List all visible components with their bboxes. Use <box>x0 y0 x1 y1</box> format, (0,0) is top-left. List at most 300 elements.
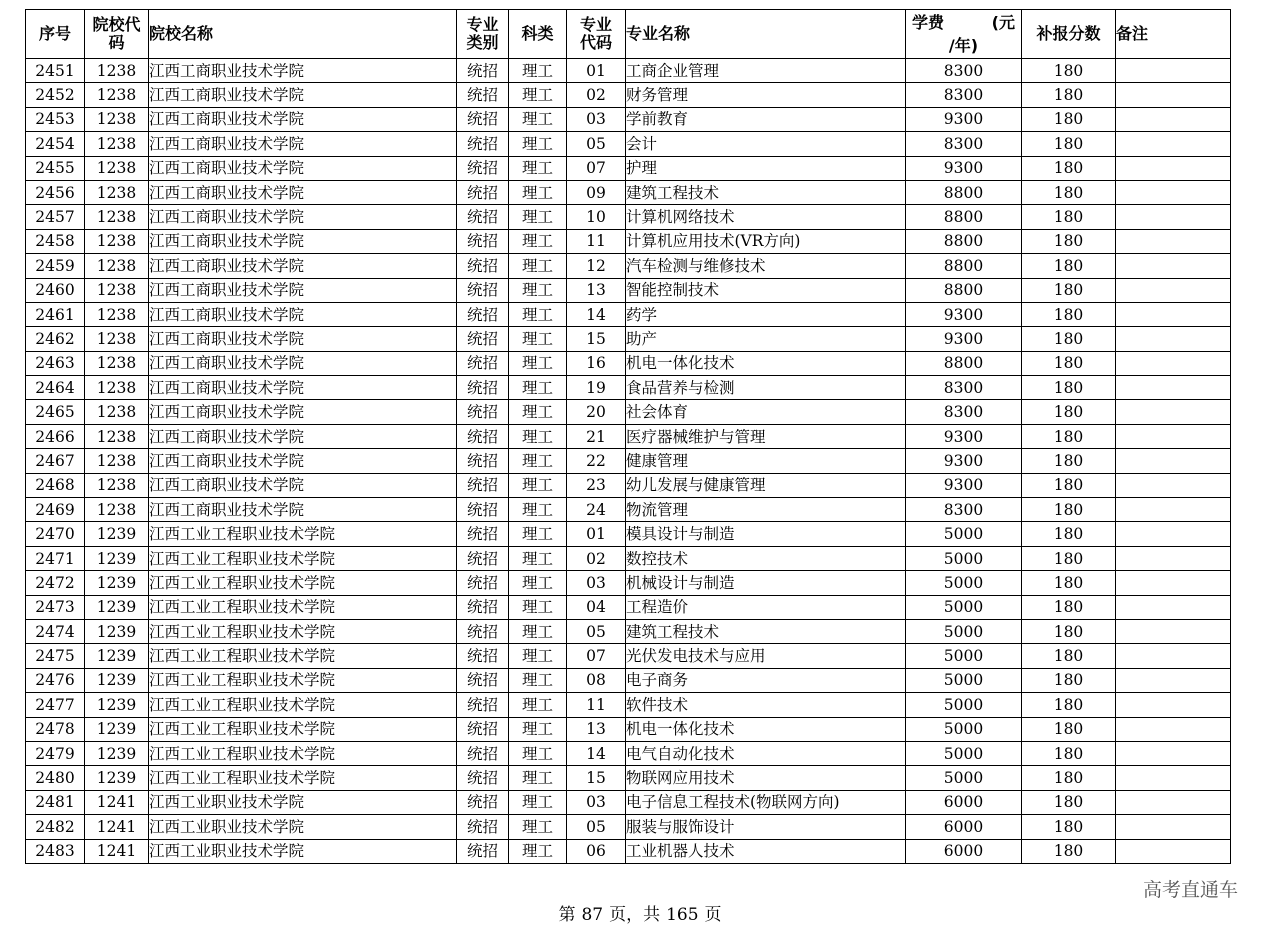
cell-major-code: 16 <box>567 351 626 375</box>
cell-seq: 2474 <box>26 619 85 643</box>
cell-subject: 理工 <box>509 400 567 424</box>
cell-school-name: 江西工商职业技术学院 <box>149 180 457 204</box>
cell-subject: 理工 <box>509 595 567 619</box>
cell-major-code: 05 <box>567 619 626 643</box>
cell-fee: 8300 <box>906 83 1022 107</box>
cell-school-name: 江西工业工程职业技术学院 <box>149 766 457 790</box>
cell-category: 统招 <box>457 229 509 253</box>
cell-major-name: 物流管理 <box>626 498 906 522</box>
cell-category: 统招 <box>457 815 509 839</box>
cell-seq: 2475 <box>26 644 85 668</box>
cell-school-name: 江西工业工程职业技术学院 <box>149 619 457 643</box>
cell-school-code: 1238 <box>85 424 149 448</box>
cell-major-code: 03 <box>567 790 626 814</box>
table-row <box>26 815 1231 839</box>
cell-remark <box>1116 83 1231 107</box>
cell-major-name: 机械设计与制造 <box>626 571 906 595</box>
cell-school-name: 江西工业工程职业技术学院 <box>149 693 457 717</box>
cell-category: 统招 <box>457 400 509 424</box>
table-row <box>26 668 1231 692</box>
cell-category: 统招 <box>457 766 509 790</box>
cell-major-code: 11 <box>567 693 626 717</box>
cell-seq: 2477 <box>26 693 85 717</box>
cell-school-code: 1239 <box>85 546 149 570</box>
cell-major-name: 智能控制技术 <box>626 278 906 302</box>
cell-school-code: 1238 <box>85 180 149 204</box>
header-fee-unit-open: (元 <box>991 13 1015 32</box>
cell-subject: 理工 <box>509 717 567 741</box>
cell-school-code: 1238 <box>85 132 149 156</box>
cell-score: 180 <box>1022 790 1116 814</box>
cell-remark <box>1116 473 1231 497</box>
cell-school-name: 江西工商职业技术学院 <box>149 254 457 278</box>
table-row <box>26 498 1231 522</box>
cell-major-code: 01 <box>567 59 626 83</box>
cell-school-name: 江西工商职业技术学院 <box>149 229 457 253</box>
cell-fee: 5000 <box>906 741 1022 765</box>
cell-major-name: 物联网应用技术 <box>626 766 906 790</box>
cell-school-code: 1238 <box>85 327 149 351</box>
cell-major-name: 建筑工程技术 <box>626 619 906 643</box>
table-row <box>26 132 1231 156</box>
cell-major-code: 22 <box>567 449 626 473</box>
cell-seq: 2464 <box>26 376 85 400</box>
cell-subject: 理工 <box>509 424 567 448</box>
cell-score: 180 <box>1022 107 1116 131</box>
header-school-code-line2: 码 <box>108 33 125 52</box>
cell-seq: 2476 <box>26 668 85 692</box>
cell-seq: 2478 <box>26 717 85 741</box>
cell-seq: 2470 <box>26 522 85 546</box>
cell-subject: 理工 <box>509 839 567 863</box>
cell-score: 180 <box>1022 839 1116 863</box>
cell-score: 180 <box>1022 424 1116 448</box>
cell-category: 统招 <box>457 107 509 131</box>
cell-major-code: 07 <box>567 644 626 668</box>
cell-fee: 8800 <box>906 254 1022 278</box>
cell-school-code: 1238 <box>85 254 149 278</box>
cell-school-code: 1239 <box>85 571 149 595</box>
cell-major-name: 电子信息工程技术(物联网方向) <box>626 790 906 814</box>
cell-fee: 9300 <box>906 327 1022 351</box>
cell-score: 180 <box>1022 400 1116 424</box>
cell-subject: 理工 <box>509 741 567 765</box>
cell-subject: 理工 <box>509 449 567 473</box>
table-row <box>26 327 1231 351</box>
cell-score: 180 <box>1022 619 1116 643</box>
cell-seq: 2455 <box>26 156 85 180</box>
cell-score: 180 <box>1022 473 1116 497</box>
table-row <box>26 546 1231 570</box>
table-row <box>26 278 1231 302</box>
table-row <box>26 254 1231 278</box>
cell-seq: 2472 <box>26 571 85 595</box>
cell-school-name: 江西工商职业技术学院 <box>149 351 457 375</box>
cell-score: 180 <box>1022 59 1116 83</box>
cell-subject: 理工 <box>509 83 567 107</box>
cell-major-code: 09 <box>567 180 626 204</box>
cell-remark <box>1116 302 1231 326</box>
cell-category: 统招 <box>457 351 509 375</box>
table-row <box>26 376 1231 400</box>
cell-school-code: 1238 <box>85 156 149 180</box>
cell-school-name: 江西工业工程职业技术学院 <box>149 717 457 741</box>
cell-fee: 9300 <box>906 302 1022 326</box>
cell-subject: 理工 <box>509 693 567 717</box>
cell-school-code: 1238 <box>85 473 149 497</box>
cell-school-name: 江西工业工程职业技术学院 <box>149 546 457 570</box>
cell-category: 统招 <box>457 741 509 765</box>
watermark: 高考直通车 <box>1143 879 1239 901</box>
cell-score: 180 <box>1022 180 1116 204</box>
cell-remark <box>1116 424 1231 448</box>
cell-seq: 2469 <box>26 498 85 522</box>
cell-major-code: 24 <box>567 498 626 522</box>
cell-category: 统招 <box>457 693 509 717</box>
cell-school-code: 1238 <box>85 229 149 253</box>
header-major-code-line2: 代码 <box>579 33 612 52</box>
cell-subject: 理工 <box>509 351 567 375</box>
header-fee-unit-close: /年) <box>948 36 979 55</box>
cell-fee: 6000 <box>906 790 1022 814</box>
cell-major-code: 23 <box>567 473 626 497</box>
cell-category: 统招 <box>457 132 509 156</box>
cell-subject: 理工 <box>509 107 567 131</box>
cell-subject: 理工 <box>509 766 567 790</box>
cell-remark <box>1116 595 1231 619</box>
header-remark: 备注 <box>1116 10 1231 59</box>
cell-major-name: 数控技术 <box>626 546 906 570</box>
cell-remark <box>1116 522 1231 546</box>
cell-school-name: 江西工商职业技术学院 <box>149 473 457 497</box>
cell-major-code: 14 <box>567 302 626 326</box>
cell-fee: 5000 <box>906 717 1022 741</box>
cell-school-name: 江西工业工程职业技术学院 <box>149 668 457 692</box>
table-row <box>26 595 1231 619</box>
cell-category: 统招 <box>457 717 509 741</box>
cell-school-code: 1239 <box>85 668 149 692</box>
cell-major-code: 06 <box>567 839 626 863</box>
cell-school-code: 1239 <box>85 741 149 765</box>
header-fee-label: 学费 <box>912 13 945 32</box>
cell-major-code: 04 <box>567 595 626 619</box>
cell-fee: 6000 <box>906 839 1022 863</box>
cell-category: 统招 <box>457 522 509 546</box>
cell-subject: 理工 <box>509 815 567 839</box>
cell-fee: 8800 <box>906 205 1022 229</box>
cell-score: 180 <box>1022 302 1116 326</box>
cell-major-name: 工程造价 <box>626 595 906 619</box>
cell-subject: 理工 <box>509 205 567 229</box>
cell-school-code: 1238 <box>85 376 149 400</box>
cell-subject: 理工 <box>509 668 567 692</box>
cell-score: 180 <box>1022 693 1116 717</box>
cell-subject: 理工 <box>509 229 567 253</box>
cell-category: 统招 <box>457 254 509 278</box>
cell-remark <box>1116 59 1231 83</box>
cell-category: 统招 <box>457 473 509 497</box>
cell-school-name: 江西工商职业技术学院 <box>149 400 457 424</box>
cell-major-code: 03 <box>567 571 626 595</box>
cell-score: 180 <box>1022 449 1116 473</box>
cell-fee: 5000 <box>906 522 1022 546</box>
cell-major-name: 医疗器械维护与管理 <box>626 424 906 448</box>
cell-seq: 2483 <box>26 839 85 863</box>
cell-remark <box>1116 156 1231 180</box>
cell-school-code: 1238 <box>85 205 149 229</box>
cell-score: 180 <box>1022 741 1116 765</box>
cell-school-code: 1239 <box>85 693 149 717</box>
cell-major-name: 工业机器人技术 <box>626 839 906 863</box>
cell-remark <box>1116 741 1231 765</box>
cell-remark <box>1116 351 1231 375</box>
cell-school-code: 1238 <box>85 351 149 375</box>
cell-fee: 5000 <box>906 571 1022 595</box>
footer-suffix: 页 <box>704 905 722 925</box>
cell-school-name: 江西工业工程职业技术学院 <box>149 522 457 546</box>
cell-fee: 9300 <box>906 107 1022 131</box>
table-row <box>26 400 1231 424</box>
cell-remark <box>1116 498 1231 522</box>
cell-seq: 2468 <box>26 473 85 497</box>
cell-remark <box>1116 254 1231 278</box>
cell-school-name: 江西工商职业技术学院 <box>149 59 457 83</box>
cell-category: 统招 <box>457 498 509 522</box>
cell-school-code: 1238 <box>85 302 149 326</box>
cell-fee: 5000 <box>906 693 1022 717</box>
cell-fee: 9300 <box>906 473 1022 497</box>
cell-school-code: 1239 <box>85 766 149 790</box>
cell-school-name: 江西工商职业技术学院 <box>149 302 457 326</box>
cell-school-name: 江西工商职业技术学院 <box>149 278 457 302</box>
cell-score: 180 <box>1022 351 1116 375</box>
cell-category: 统招 <box>457 180 509 204</box>
cell-seq: 2456 <box>26 180 85 204</box>
cell-seq: 2463 <box>26 351 85 375</box>
cell-school-code: 1239 <box>85 595 149 619</box>
cell-major-name: 工商企业管理 <box>626 59 906 83</box>
cell-school-code: 1241 <box>85 815 149 839</box>
table-row <box>26 741 1231 765</box>
cell-score: 180 <box>1022 278 1116 302</box>
cell-remark <box>1116 717 1231 741</box>
cell-school-name: 江西工商职业技术学院 <box>149 132 457 156</box>
cell-remark <box>1116 132 1231 156</box>
cell-subject: 理工 <box>509 59 567 83</box>
cell-score: 180 <box>1022 522 1116 546</box>
cell-major-code: 21 <box>567 424 626 448</box>
cell-category: 统招 <box>457 327 509 351</box>
table-row <box>26 302 1231 326</box>
table-row <box>26 156 1231 180</box>
cell-major-name: 财务管理 <box>626 83 906 107</box>
cell-score: 180 <box>1022 205 1116 229</box>
cell-category: 统招 <box>457 59 509 83</box>
cell-category: 统招 <box>457 449 509 473</box>
footer-page-number: 87 <box>581 905 604 925</box>
cell-fee: 9300 <box>906 424 1022 448</box>
cell-major-name: 服装与服饰设计 <box>626 815 906 839</box>
cell-subject: 理工 <box>509 254 567 278</box>
cell-category: 统招 <box>457 278 509 302</box>
cell-fee: 8800 <box>906 278 1022 302</box>
cell-seq: 2461 <box>26 302 85 326</box>
cell-category: 统招 <box>457 205 509 229</box>
cell-major-name: 学前教育 <box>626 107 906 131</box>
cell-remark <box>1116 693 1231 717</box>
cell-remark <box>1116 644 1231 668</box>
cell-subject: 理工 <box>509 619 567 643</box>
cell-remark <box>1116 571 1231 595</box>
table-row <box>26 766 1231 790</box>
header-major-code-line1: 专业 <box>579 15 612 34</box>
cell-major-code: 13 <box>567 278 626 302</box>
cell-school-name: 江西工业工程职业技术学院 <box>149 595 457 619</box>
cell-school-name: 江西工商职业技术学院 <box>149 424 457 448</box>
cell-seq: 2460 <box>26 278 85 302</box>
cell-major-code: 15 <box>567 327 626 351</box>
cell-major-code: 13 <box>567 717 626 741</box>
cell-major-name: 光伏发电技术与应用 <box>626 644 906 668</box>
cell-major-name: 电子商务 <box>626 668 906 692</box>
cell-fee: 5000 <box>906 668 1022 692</box>
cell-remark <box>1116 619 1231 643</box>
cell-seq: 2473 <box>26 595 85 619</box>
cell-seq: 2471 <box>26 546 85 570</box>
table-row <box>26 59 1231 83</box>
table-row <box>26 229 1231 253</box>
cell-school-name: 江西工商职业技术学院 <box>149 83 457 107</box>
cell-major-code: 02 <box>567 83 626 107</box>
cell-fee: 8800 <box>906 229 1022 253</box>
cell-major-name: 社会体育 <box>626 400 906 424</box>
cell-major-name: 电气自动化技术 <box>626 741 906 765</box>
cell-remark <box>1116 815 1231 839</box>
cell-score: 180 <box>1022 254 1116 278</box>
cell-subject: 理工 <box>509 376 567 400</box>
cell-remark <box>1116 668 1231 692</box>
table-body <box>26 59 1231 864</box>
cell-score: 180 <box>1022 571 1116 595</box>
cell-category: 统招 <box>457 839 509 863</box>
cell-score: 180 <box>1022 83 1116 107</box>
cell-major-name: 助产 <box>626 327 906 351</box>
cell-major-code: 12 <box>567 254 626 278</box>
header-major-code <box>567 10 626 59</box>
cell-seq: 2462 <box>26 327 85 351</box>
cell-score: 180 <box>1022 668 1116 692</box>
cell-school-code: 1241 <box>85 839 149 863</box>
cell-fee: 5000 <box>906 644 1022 668</box>
cell-category: 统招 <box>457 571 509 595</box>
header-category-line2: 类别 <box>466 33 499 52</box>
header-major-name: 专业名称 <box>626 10 906 59</box>
cell-school-name: 江西工业工程职业技术学院 <box>149 571 457 595</box>
cell-seq: 2454 <box>26 132 85 156</box>
cell-remark <box>1116 205 1231 229</box>
cell-subject: 理工 <box>509 522 567 546</box>
cell-school-code: 1238 <box>85 59 149 83</box>
cell-major-code: 07 <box>567 156 626 180</box>
cell-major-name: 汽车检测与维修技术 <box>626 254 906 278</box>
cell-category: 统招 <box>457 156 509 180</box>
cell-score: 180 <box>1022 498 1116 522</box>
cell-seq: 2459 <box>26 254 85 278</box>
cell-major-name: 会计 <box>626 132 906 156</box>
cell-school-code: 1238 <box>85 83 149 107</box>
cell-major-code: 19 <box>567 376 626 400</box>
cell-subject: 理工 <box>509 132 567 156</box>
cell-score: 180 <box>1022 132 1116 156</box>
cell-major-code: 10 <box>567 205 626 229</box>
cell-fee: 5000 <box>906 595 1022 619</box>
cell-school-name: 江西工业工程职业技术学院 <box>149 644 457 668</box>
cell-school-code: 1239 <box>85 644 149 668</box>
cell-remark <box>1116 107 1231 131</box>
cell-seq: 2451 <box>26 59 85 83</box>
cell-fee: 9300 <box>906 449 1022 473</box>
table-row <box>26 717 1231 741</box>
table-row <box>26 473 1231 497</box>
cell-major-code: 15 <box>567 766 626 790</box>
cell-fee: 8800 <box>906 351 1022 375</box>
cell-seq: 2467 <box>26 449 85 473</box>
cell-remark <box>1116 449 1231 473</box>
cell-school-name: 江西工商职业技术学院 <box>149 327 457 351</box>
cell-fee: 8300 <box>906 498 1022 522</box>
cell-school-name: 江西工业工程职业技术学院 <box>149 741 457 765</box>
cell-fee: 5000 <box>906 546 1022 570</box>
cell-fee: 6000 <box>906 815 1022 839</box>
cell-seq: 2457 <box>26 205 85 229</box>
cell-remark <box>1116 766 1231 790</box>
cell-school-code: 1238 <box>85 498 149 522</box>
cell-category: 统招 <box>457 619 509 643</box>
header-school-code-line1: 院校代 <box>92 15 141 34</box>
cell-remark <box>1116 327 1231 351</box>
cell-major-name: 健康管理 <box>626 449 906 473</box>
cell-school-code: 1238 <box>85 449 149 473</box>
table-row <box>26 424 1231 448</box>
cell-subject: 理工 <box>509 327 567 351</box>
cell-seq: 2481 <box>26 790 85 814</box>
cell-seq: 2458 <box>26 229 85 253</box>
cell-score: 180 <box>1022 766 1116 790</box>
cell-remark <box>1116 180 1231 204</box>
cell-subject: 理工 <box>509 571 567 595</box>
header-category <box>457 10 509 59</box>
cell-school-name: 江西工商职业技术学院 <box>149 156 457 180</box>
cell-category: 统招 <box>457 668 509 692</box>
cell-major-name: 软件技术 <box>626 693 906 717</box>
admissions-table <box>25 9 1231 864</box>
cell-subject: 理工 <box>509 156 567 180</box>
cell-remark <box>1116 400 1231 424</box>
cell-major-code: 11 <box>567 229 626 253</box>
table-row <box>26 644 1231 668</box>
cell-school-code: 1241 <box>85 790 149 814</box>
cell-fee: 8300 <box>906 59 1022 83</box>
cell-major-code: 14 <box>567 741 626 765</box>
table-row <box>26 180 1231 204</box>
cell-seq: 2466 <box>26 424 85 448</box>
cell-school-code: 1239 <box>85 522 149 546</box>
table-row <box>26 839 1231 863</box>
cell-major-name: 护理 <box>626 156 906 180</box>
cell-fee: 8300 <box>906 400 1022 424</box>
cell-category: 统招 <box>457 546 509 570</box>
table-row <box>26 351 1231 375</box>
